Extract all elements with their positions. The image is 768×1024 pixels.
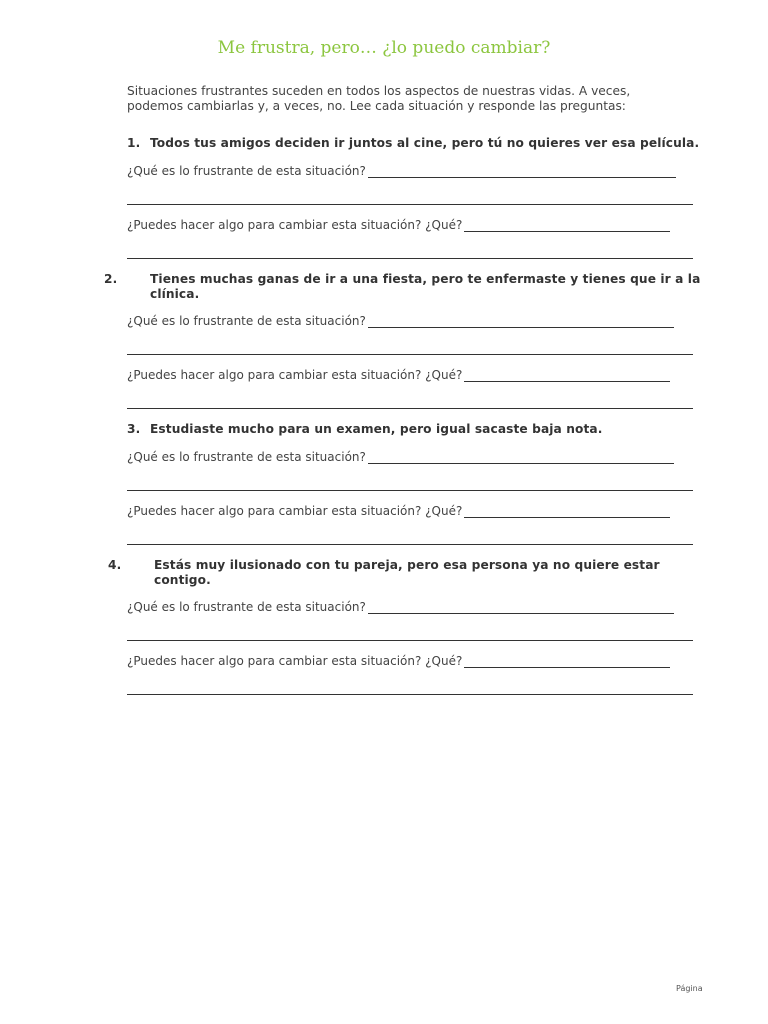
question-1-prompt-frustrating <box>127 164 676 178</box>
worksheet-title: Me frustra, pero… ¿lo puedo cambiar? <box>217 38 551 58</box>
question-3-title <box>127 422 727 437</box>
prompt-label: ¿Puedes hacer algo para cambiar esta situación? ¿Qué? <box>127 504 463 518</box>
question-2-prompt-frustrating <box>127 314 674 328</box>
question-3-prompt-change <box>127 504 670 518</box>
question-4-title <box>108 558 714 588</box>
question-3-prompt-frustrating <box>127 450 674 464</box>
question-text: Estás muy ilusionado con tu pareja, pero esa persona ya no quiere estar contigo. <box>154 558 660 587</box>
answer-line[interactable] <box>127 490 693 491</box>
answer-blank[interactable] <box>464 370 670 382</box>
question-text: Tienes muchas ganas de ir a una fiesta, pero te enfermaste y tienes que ir a la clínica. <box>150 272 701 301</box>
answer-line[interactable] <box>127 408 693 409</box>
answer-line[interactable] <box>127 544 693 545</box>
question-2-title <box>104 272 710 302</box>
question-number: 2. <box>104 272 118 286</box>
answer-line[interactable] <box>127 204 693 205</box>
question-text: Estudiaste mucho para un examen, pero igual sacaste baja nota. <box>150 422 603 436</box>
answer-line[interactable] <box>127 640 693 641</box>
question-number: 3. <box>127 422 141 436</box>
prompt-label: ¿Qué es lo frustrante de esta situación? <box>127 600 366 614</box>
question-2-prompt-change <box>127 368 670 382</box>
answer-blank[interactable] <box>368 452 674 464</box>
prompt-label: ¿Qué es lo frustrante de esta situación? <box>127 314 366 328</box>
question-1-prompt-change <box>127 218 670 232</box>
prompt-label: ¿Puedes hacer algo para cambiar esta situación? ¿Qué? <box>127 218 463 232</box>
question-1-title <box>127 136 727 151</box>
answer-blank[interactable] <box>368 166 676 178</box>
answer-line[interactable] <box>127 694 693 695</box>
page-footer-label: Página <box>676 984 703 993</box>
answer-blank[interactable] <box>368 602 674 614</box>
intro-paragraph: Situaciones frustrantes suceden en todos los aspectos de nuestras vidas. A veces, podemos cambiarlas y, a veces, no. Lee cada situación y responde las preguntas: <box>127 84 631 113</box>
answer-blank[interactable] <box>368 316 674 328</box>
answer-blank[interactable] <box>464 656 670 668</box>
prompt-label: ¿Puedes hacer algo para cambiar esta situación? ¿Qué? <box>127 368 463 382</box>
answer-line[interactable] <box>127 354 693 355</box>
prompt-label: ¿Qué es lo frustrante de esta situación? <box>127 164 366 178</box>
question-4-prompt-change <box>127 654 670 668</box>
question-number: 4. <box>108 558 122 572</box>
answer-blank[interactable] <box>464 506 670 518</box>
question-number: 1. <box>127 136 141 150</box>
question-4-prompt-frustrating <box>127 600 674 614</box>
prompt-label: ¿Qué es lo frustrante de esta situación? <box>127 450 366 464</box>
answer-line[interactable] <box>127 258 693 259</box>
prompt-label: ¿Puedes hacer algo para cambiar esta situación? ¿Qué? <box>127 654 463 668</box>
question-text: Todos tus amigos deciden ir juntos al cine, pero tú no quieres ver esa película. <box>150 136 700 150</box>
answer-blank[interactable] <box>464 220 670 232</box>
